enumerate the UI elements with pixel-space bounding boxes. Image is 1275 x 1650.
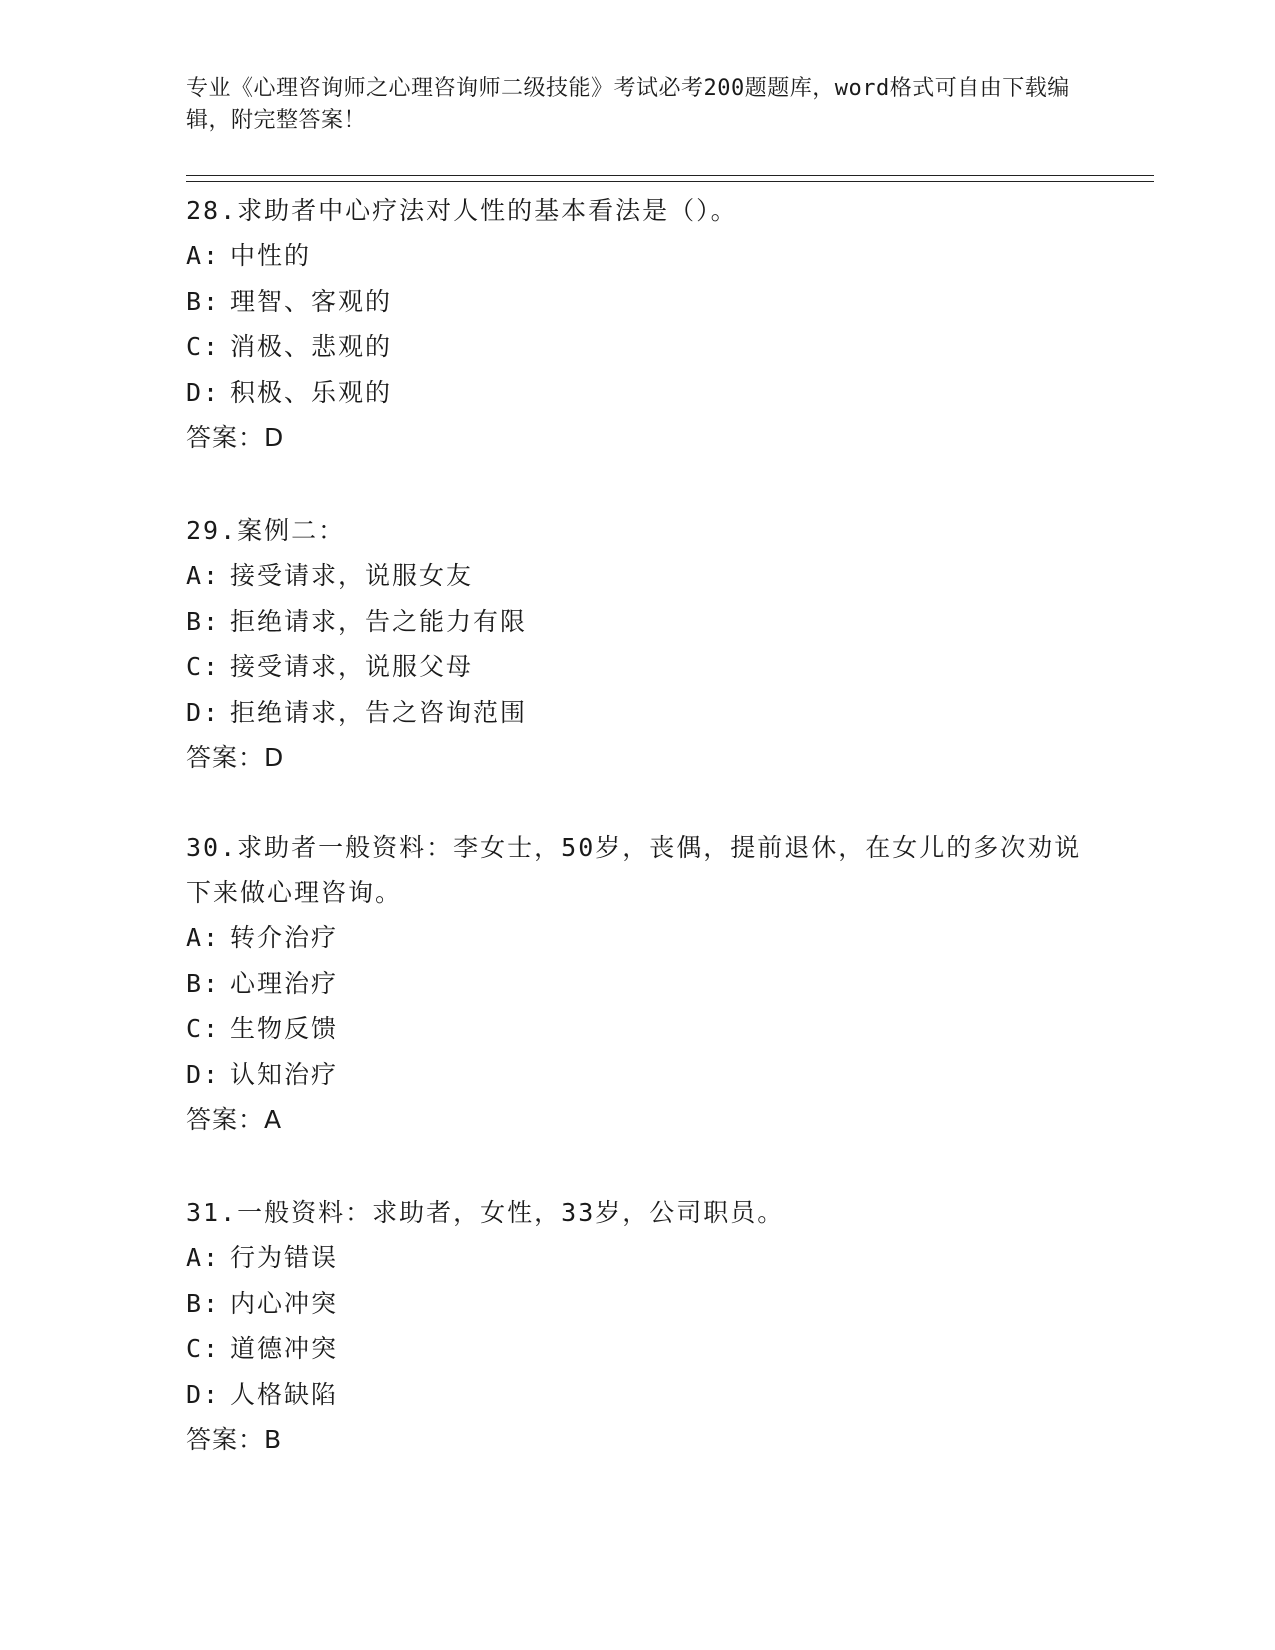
document-header: 专业《心理咨询师之心理咨询师二级技能》考试必考200题题库，word格式可自由下载编辑，附完整答案！ — [186, 76, 1070, 133]
question-31 — [186, 1190, 1086, 1463]
option-text: 道德冲突 — [230, 1334, 339, 1363]
option-letter: B: — [186, 286, 221, 316]
header-divider-top — [186, 175, 1154, 176]
question-28 — [186, 188, 1086, 461]
option-letter: B: — [186, 606, 221, 636]
option-a — [186, 233, 1086, 279]
option-text: 理智、客观的 — [230, 286, 393, 316]
option-text: 转介治疗 — [230, 923, 339, 952]
option-c — [186, 1006, 1086, 1052]
header-divider-bottom — [186, 181, 1154, 182]
option-text: 中性的 — [230, 241, 312, 270]
question-29 — [186, 508, 1086, 781]
option-text: 生物反馈 — [230, 1014, 339, 1043]
option-text: 积极、乐观的 — [230, 377, 393, 407]
option-letter: D: — [186, 697, 221, 727]
question-stem: 29.案例二： — [186, 516, 346, 545]
option-letter: D: — [186, 1379, 221, 1409]
option-text: 消极、悲观的 — [230, 332, 393, 361]
question-30 — [186, 825, 1086, 1143]
option-letter: A: — [186, 241, 221, 270]
option-b — [186, 599, 1086, 645]
option-text: 接受请求，说服父母 — [230, 652, 474, 681]
option-d — [186, 1052, 1086, 1098]
answer-line: 答案：D — [186, 423, 285, 452]
answer-line: 答案：B — [186, 1425, 283, 1454]
option-text: 内心冲突 — [230, 1288, 339, 1318]
option-b — [186, 279, 1086, 325]
answer-line: 答案：D — [186, 743, 285, 772]
option-letter: C: — [186, 652, 221, 681]
option-letter: A: — [186, 923, 221, 952]
option-a — [186, 553, 1086, 599]
option-letter: D: — [186, 1059, 221, 1089]
option-text: 拒绝请求，告之咨询范围 — [230, 697, 528, 727]
option-letter: A: — [186, 561, 221, 590]
option-d — [186, 370, 1086, 416]
option-a — [186, 915, 1086, 961]
option-text: 行为错误 — [230, 1243, 339, 1272]
option-letter: A: — [186, 1243, 221, 1272]
option-text: 认知治疗 — [230, 1059, 339, 1089]
question-stem: 30.求助者一般资料：李女士，50岁，丧偶，提前退休，在女儿的多次劝说下来做心理咨询。 — [186, 833, 1082, 907]
question-stem: 31.一般资料：求助者，女性，33岁，公司职员。 — [186, 1198, 785, 1227]
option-letter: B: — [186, 968, 221, 998]
question-stem: 28.求助者中心疗法对人性的基本看法是（）。 — [186, 196, 738, 225]
option-b — [186, 1281, 1086, 1327]
option-d — [186, 1372, 1086, 1418]
option-letter: C: — [186, 1334, 221, 1363]
option-letter: B: — [186, 1288, 221, 1318]
option-c — [186, 1326, 1086, 1372]
option-letter: D: — [186, 377, 221, 407]
option-text: 心理治疗 — [230, 968, 339, 998]
option-text: 接受请求，说服女友 — [230, 561, 474, 590]
option-d — [186, 690, 1086, 736]
option-c — [186, 324, 1086, 370]
option-b — [186, 961, 1086, 1007]
option-letter: C: — [186, 1014, 221, 1043]
answer-line: 答案：A — [186, 1105, 283, 1134]
option-text: 拒绝请求，告之能力有限 — [230, 606, 528, 636]
option-c — [186, 644, 1086, 690]
option-text: 人格缺陷 — [230, 1379, 339, 1409]
option-a — [186, 1235, 1086, 1281]
option-letter: C: — [186, 332, 221, 361]
